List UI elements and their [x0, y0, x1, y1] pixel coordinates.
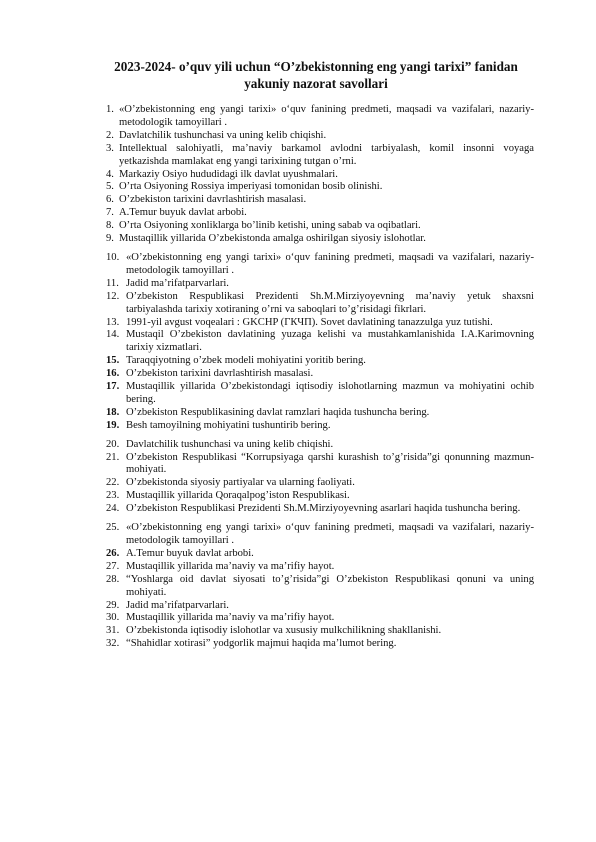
question-text: Markaziy Osiyo hududidagi ilk davlat uyushmalari. — [119, 168, 338, 180]
question-number: 18. — [106, 406, 120, 418]
question-text: Besh tamoyilning mohiyatini tushuntirib bering. — [126, 419, 331, 431]
list-item — [106, 503, 534, 516]
question-number: 9. — [106, 233, 114, 245]
list-item — [106, 291, 534, 317]
list-item — [106, 381, 534, 407]
page-title — [98, 58, 534, 92]
question-text: O’rta Osiyoning Rossiya imperiyasi tomonidan bosib olinishi. — [119, 181, 383, 193]
question-text: Mustaqillik yillarida O’zbekistonda amalga oshirilgan siyosiy islohotlar. — [119, 233, 426, 245]
list-item — [106, 477, 534, 490]
question-list-group-3 — [106, 439, 534, 516]
list-item — [106, 561, 534, 574]
question-number: 27. — [106, 560, 120, 572]
list-item — [106, 252, 534, 278]
question-number: 29. — [106, 599, 120, 611]
question-list-group-2 — [106, 252, 534, 433]
title-line-2: yakuniy nazorat savollari — [244, 76, 388, 91]
question-text: “Shahidlar xotirasi” yodgorlik majmui haqida ma’lumot bering. — [126, 638, 397, 650]
question-number: 24. — [106, 503, 120, 515]
question-text: A.Temur buyuk davlat arbobi. — [119, 207, 247, 219]
question-number: 28. — [106, 573, 120, 585]
title-line-1: 2023-2024- o’quv yili uchun “O’zbekistonning eng yangi tarixi” fanidan — [114, 59, 518, 74]
question-number: 1. — [106, 104, 114, 115]
question-number: 13. — [106, 316, 120, 328]
question-number: 26. — [106, 547, 120, 559]
question-text: Mustaqillik yillarida O’zbekistondagi iqtisodiy islohotlarning mazmun va mohiyatini ochib bering. — [126, 381, 534, 405]
question-number: 19. — [106, 419, 120, 431]
question-text: 1991-yil avgust voqealari : GKCHP (ГКЧП). Sovet davlatining tanazzulga yuz tutishi. — [126, 316, 493, 328]
list-item — [106, 220, 534, 233]
list-item — [106, 329, 534, 355]
question-text: Mustaqil O’zbekiston davlatining yuzaga kelishi va mustahkamlanishida I.A.Karimovning tarixiy xizmatlari. — [126, 329, 534, 354]
question-number: 8. — [106, 220, 114, 232]
list-item — [106, 169, 534, 182]
list-item — [106, 317, 534, 330]
question-text: “Yoshlarga oid davlat siyosati to’g’risida”gi O’zbekiston Respublikasi qonuni va uning mohiyati. — [126, 573, 534, 598]
question-number: 25. — [106, 522, 120, 534]
question-text: Jadid ma’rifatparvarlari. — [126, 277, 229, 289]
list-item — [106, 574, 534, 600]
list-item — [106, 638, 534, 651]
list-item — [106, 181, 534, 194]
question-list-group-4 — [106, 522, 534, 651]
question-number: 21. — [106, 451, 120, 463]
question-text: Davlatchilik tushunchasi va uning kelib chiqishi. — [126, 438, 334, 450]
list-item — [106, 420, 534, 433]
question-text: O’zbekistonda iqtisodiy islohotlar va xususiy mulkchilikning shakllanishi. — [126, 625, 442, 637]
question-text: O’zbekiston Respublikasining davlat ramzlari haqida tushuncha bering. — [126, 406, 430, 418]
question-number: 2. — [106, 129, 114, 141]
list-item — [106, 278, 534, 291]
question-number: 20. — [106, 438, 120, 450]
list-item — [106, 439, 534, 452]
list-item — [106, 233, 534, 246]
question-number: 30. — [106, 612, 120, 624]
question-number: 12. — [106, 290, 120, 302]
list-item — [106, 548, 534, 561]
question-number: 3. — [106, 142, 114, 154]
question-text: O’zbekistonda siyosiy partiyalar va ularning faoliyati. — [126, 477, 355, 489]
question-text: Mustaqillik yillarida Qoraqalpog’iston Respublikasi. — [126, 490, 350, 502]
list-item — [106, 355, 534, 368]
list-item — [106, 104, 534, 130]
list-item — [106, 625, 534, 638]
question-text: «O’zbekistonning eng yangi tarixi» o‘quv fanining predmeti, maqsadi va vazifalari, nazariy-metodologik tamoyillari . — [126, 251, 534, 276]
question-text: Intellektual salohiyatli, ma’naviy barkamol avlodni tarbiyalash, komil insonni voyaga yetkazishda mamlakat eng yangi tarixining tutgan o’rni. — [119, 142, 534, 167]
question-number: 11. — [106, 277, 119, 289]
question-number: 10. — [106, 251, 120, 263]
list-item — [106, 452, 534, 478]
question-list-group-1 — [106, 104, 534, 246]
question-text: Mustaqillik yillarida ma’naviy va ma’rifiy hayot. — [126, 612, 335, 624]
list-item — [106, 612, 534, 625]
question-number: 31. — [106, 625, 120, 637]
question-text: O’zbekiston Respublikasi “Korrupsiyaga qarshi kurashish to’g’risida”gi qonunning mazmun-mohiyati. — [126, 451, 534, 476]
list-item — [106, 407, 534, 420]
list-item — [106, 194, 534, 207]
question-text: «O’zbekistonning eng yangi tarixi» o‘quv fanining predmeti, maqsadi va vazifalari, nazariy-metodologik tamoyillari . — [126, 522, 534, 546]
question-number: 5. — [106, 181, 114, 193]
list-item — [106, 600, 534, 613]
question-text: O’zbekiston tarixini davrlashtirish masalasi. — [119, 194, 307, 206]
question-text: Davlatchilik tushunchasi va uning kelib chiqishi. — [119, 129, 327, 141]
question-number: 16. — [106, 368, 120, 380]
question-number: 17. — [106, 381, 120, 393]
list-item — [106, 207, 534, 220]
question-text: O’zbekiston tarixini davrlashtirish masalasi. — [126, 368, 314, 380]
question-text: «O’zbekistonning eng yangi tarixi» o‘quv fanining predmeti, maqsadi va vazifalari, nazariy-metodologik tamoyillari . — [119, 104, 534, 128]
question-number: 23. — [106, 490, 120, 502]
question-number: 4. — [106, 168, 114, 180]
question-text: A.Temur buyuk davlat arbobi. — [126, 547, 254, 559]
list-item — [106, 143, 534, 169]
question-text: Mustaqillik yillarida ma’naviy va ma’rifiy hayot. — [126, 560, 335, 572]
question-text: O’zbekiston Respublikasi Prezidenti Sh.M.Mirziyoyevning asarlari haqida tushuncha bering. — [126, 503, 521, 515]
question-text: O’rta Osiyoning xonliklarga bo’linib ketishi, uning sabab va oqibatlari. — [119, 220, 421, 232]
question-number: 7. — [106, 207, 114, 219]
question-number: 22. — [106, 477, 120, 489]
list-item — [106, 368, 534, 381]
question-number: 15. — [106, 355, 120, 367]
question-text: Taraqqiyotning o’zbek modeli mohiyatini yoritib bering. — [126, 355, 366, 367]
question-text: Jadid ma’rifatparvarlari. — [126, 599, 229, 611]
question-number: 14. — [106, 329, 120, 341]
question-number: 32. — [106, 638, 120, 650]
list-item — [106, 522, 534, 548]
question-number: 6. — [106, 194, 114, 206]
question-text: O’zbekiston Respublikasi Prezidenti Sh.M.Mirziyoyevning ma’naviy yetuk shaxsni tarbiyalashda tarixiy xotiraning o’rni va saboqlari to’g’risidagi fikrlari. — [126, 290, 534, 315]
list-item — [106, 490, 534, 503]
list-item — [106, 130, 534, 143]
